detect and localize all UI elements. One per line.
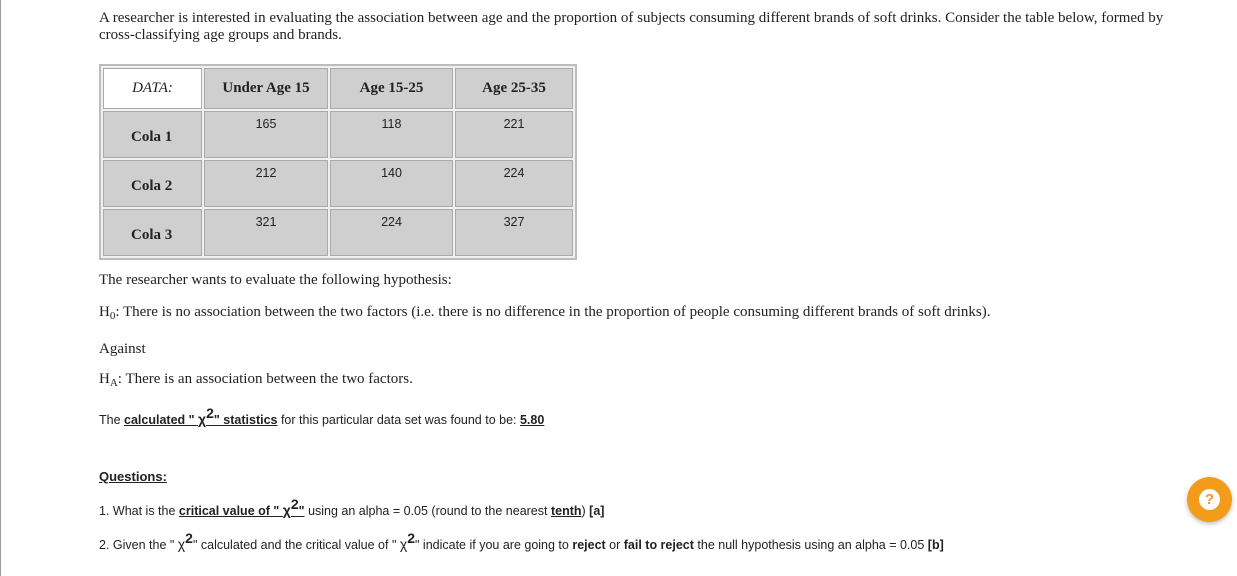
ha-subscript: A — [109, 377, 118, 389]
intro-paragraph: A researcher is interested in evaluating the association between age and the proportion of subjects consuming different brands of soft drinks. Consider the table below, formed by cross-classifying age groups and brands. — [99, 10, 1164, 43]
table-cell: 165 — [204, 111, 328, 158]
table-row — [103, 209, 573, 256]
tenth-link[interactable]: tenth — [550, 504, 582, 518]
chi-symbol: χ — [198, 411, 207, 427]
column-header: Age 15-25 — [330, 68, 453, 109]
fail-to-reject-text: fail to reject — [623, 538, 694, 552]
q2-part3: " indicate if you are going to — [415, 538, 573, 552]
table-cell: 224 — [330, 209, 453, 256]
answer-tag-a: [a] — [589, 504, 605, 518]
h0-letter: H — [99, 304, 110, 320]
q2-prefix: 2. Given the " — [99, 538, 178, 552]
table-cell: 224 — [455, 160, 573, 207]
row-label: Cola 2 — [103, 160, 202, 207]
calc-middle: for this particular data set was found to be: — [277, 413, 520, 427]
null-hypothesis — [99, 304, 991, 321]
table-cell: 327 — [455, 209, 573, 256]
hypothesis-intro: The researcher wants to evaluate the following hypothesis: — [99, 272, 452, 288]
ha-letter: H — [99, 371, 110, 387]
questions-heading: Questions: — [99, 469, 167, 484]
calculated-statistics-link[interactable] — [124, 405, 278, 427]
chi-symbol: χ — [177, 536, 186, 552]
ha-text: : There is an association between the two factors. — [117, 371, 413, 387]
chi-superscript: 2 — [206, 405, 214, 421]
calc-prefix: The — [99, 413, 125, 427]
calculated-value: 5.80 — [519, 413, 545, 427]
q1-middle: using an alpha = 0.05 (round to the nearest — [304, 504, 551, 518]
table-corner-label: DATA: — [103, 68, 202, 109]
chi-superscript: 2 — [290, 496, 299, 512]
question-1 — [99, 496, 605, 518]
column-header: Under Age 15 — [204, 68, 328, 109]
chi-superscript: 2 — [407, 530, 416, 546]
question-2 — [99, 530, 944, 552]
help-button[interactable] — [1187, 477, 1232, 522]
question-mark-icon: ? — [1199, 489, 1220, 510]
table-cell: 118 — [330, 111, 453, 158]
table-cell: 221 — [455, 111, 573, 158]
alternative-hypothesis — [99, 371, 413, 388]
q1-link-text: critical value of " — [178, 504, 283, 518]
row-label: Cola 1 — [103, 111, 202, 158]
q1-prefix: 1. What is the — [99, 504, 179, 518]
h0-text: : There is no association between the two factors (i.e. there is no difference in the proportion of people consuming different brands of soft drinks). — [115, 304, 991, 320]
q2-part2: " calculated and the critical value of " — [192, 538, 400, 552]
chi-symbol: χ — [399, 536, 408, 552]
table-row — [103, 160, 573, 207]
left-border — [0, 0, 1, 576]
q2-or: or — [605, 538, 624, 552]
critical-value-link[interactable] — [178, 496, 305, 518]
calc-link-text: calculated " — [124, 413, 199, 427]
column-header: Age 25-35 — [455, 68, 573, 109]
q1-link-end: " — [298, 504, 305, 518]
against-label: Against — [99, 341, 146, 357]
chi-symbol: χ — [282, 502, 291, 518]
h0-subscript: 0 — [109, 310, 116, 322]
table-cell: 212 — [204, 160, 328, 207]
reject-text: reject — [572, 538, 606, 552]
answer-tag-b: [b] — [927, 538, 944, 552]
chi-superscript: 2 — [185, 530, 193, 546]
calculated-statistic-line — [99, 405, 545, 427]
q2-part4: the null hypothesis using an alpha = 0.05 — [693, 538, 928, 552]
data-table — [99, 64, 577, 260]
table-header-row — [103, 68, 573, 109]
row-label: Cola 3 — [103, 209, 202, 256]
table-cell: 321 — [204, 209, 328, 256]
table-row — [103, 111, 573, 158]
calc-link-text-end: " statistics — [213, 413, 278, 427]
table-cell: 140 — [330, 160, 453, 207]
q1-close: ) — [581, 504, 590, 518]
